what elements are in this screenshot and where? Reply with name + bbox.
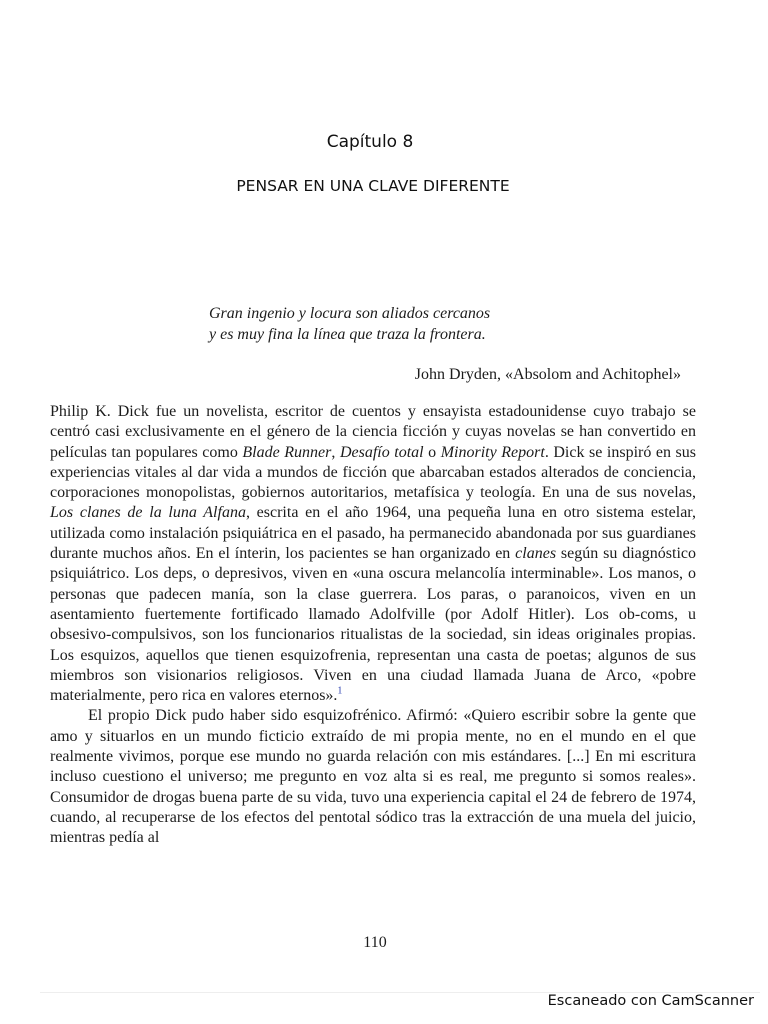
text-run: o <box>423 443 441 461</box>
epigraph-quote <box>209 303 649 345</box>
epigraph-attribution: John Dryden, «Absolom and Achitophel» <box>414 366 681 383</box>
text-run: , escrita en el año 1964, una pequeña luna en otro sistema estelar, utilizada como instalación psiquiátrica en el pasado, ha permanecido abandonada por sus guardianes durante muchos años. En el ínterin, los pacientes se han organizado en <box>50 504 696 563</box>
epigraph-line: Gran ingenio y locura son aliados cercanos <box>209 305 491 322</box>
body-text <box>50 402 696 849</box>
text-run: Philip K. Dick fue un novelista, escritor de cuentos y ensayista estadounidense cuyo trabajo se centró casi exclusivamente en el género de la ciencia ficción y cuyas novelas se han convertido en películas tan populares como <box>50 403 696 461</box>
film-title: Blade Runner <box>242 443 332 461</box>
chapter-title: PENSAR EN UNA CLAVE DIFERENTE <box>236 177 510 195</box>
film-title: Desafío total <box>339 443 424 461</box>
chapter-label: Capítulo 8 <box>326 132 414 152</box>
text-run: . Dick se inspiró en sus experiencias vitales al dar vida a mundos de ficción que abarcaban estados alterados de conciencia, corporaciones monopolistas, gobiernos autoritarios, metafísica y teología. En una de sus novelas, <box>50 443 697 502</box>
text-run: según su diagnóstico psiquiátrico. Los deps, o depresivos, viven en «una oscura melancolía interminable». Los manos, o personas que padecen manía, son la clase guerrera. Los paras, o paranoicos, viven en un asentamiento fuertemente fortificado llamado Adolfville (por Adolf Hitler). Los ob-coms, u obsesivo-compulsivos, son los funcionarios ritualistas de la sociedad, sin ideas originales propias. Los esquizos, aquellos que tienen esquizofrenia, representan una casta de poetas; algunos de sus miembros son visionarios religiosos. Viven en una ciudad llamada Juana de Arco, «pobre materialmente, pero rica en valores eternos». <box>50 545 696 705</box>
paragraph: El propio Dick pudo haber sido esquizofrénico. Afirmó: «Quiero escribir sobre la gente que amo y situarlos en un mundo ficticio extraído de mi propia mente, no en el mundo en el que realmente vivimos, porque ese mundo no guarda relación con mis estándares. [...] En mi escritura incluso cuestiono el universo; me pregunto en voz alta si es real, me pregunto si somos reales». Consumidor de drogas buena parte de su vida, tuvo una experiencia capital el 24 de febrero de 1974, cuando, al recuperarse de los efectos del pentotal sódico tras la extracción de una muela del juicio, mientras pedía al <box>50 707 696 847</box>
film-title: Minority Report <box>440 443 545 461</box>
page-number: 110 <box>363 934 387 951</box>
scanner-watermark: Escaneado con CamScanner <box>547 993 754 1009</box>
paragraph <box>50 402 696 706</box>
emphasized-term: clanes <box>515 545 557 563</box>
footnote-link[interactable]: 1 <box>337 685 343 697</box>
novel-title: Los clanes de la luna Alfana <box>50 504 246 522</box>
epigraph-line: y es muy fina la línea que traza la frontera. <box>209 326 486 343</box>
text-run: , <box>331 443 340 461</box>
